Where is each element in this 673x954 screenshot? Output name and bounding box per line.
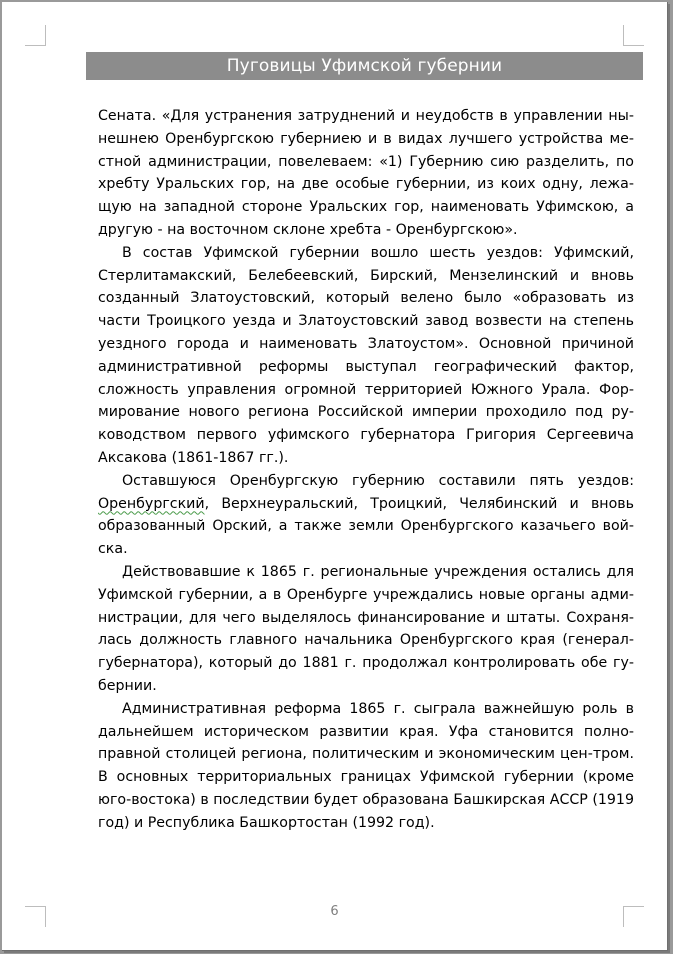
paragraph-4 bbox=[98, 561, 634, 698]
spellcheck-flagged-word[interactable]: Оренбургский bbox=[98, 495, 205, 512]
crop-mark-top-left bbox=[25, 25, 46, 46]
paragraph-text: Сената. «Для устранения затруднений и неудобств в управлении ны-нешнею Оренбургскою губерниею и в видах лучшего устройства ме-стной администрации, повелеваем: «1) Губернию сию разделить, по хребту Уральских гор, на две особые губернии, из коих одну, лежа-щую на западной стороне Уральских гор, наименовать Уфимскою, а другую - на восточном склоне хребта - Оренбургскою». bbox=[98, 108, 634, 238]
page-header-title: Пуговицы Уфимской губернии bbox=[86, 52, 643, 80]
paragraph-text: В состав Уфимской губернии вошло шесть уездов: Уфимский, Стерлитамакский, Белебеевский, Бирский, Мензелинский и вновь созданный Златоустовский, который велено было «образовать из части Троицкого уезда и Златоустовский завод возвести на степень уездного города и наименовать Златоустом». Основной причиной административной реформы выступал географический фактор, сложность управления огромной территорией Южного Урала. Фор-мирование нового региона Российской империи проходило под ру-ководством первого уфимского губернатора Григория Сергеевича Аксакова (1861-1867 гг.). bbox=[98, 244, 634, 466]
paragraph-text: , Верхнеуральский, Троицкий, Челябинский и вновь образованный Орский, а также земли Оренбургского казачьего вой-ска. bbox=[98, 495, 634, 558]
paragraph-text: Действовавшие к 1865 г. региональные учреждения остались для Уфимской губернии, а в Оренбурге учреждались новые органы адми-нистрации, для чего выделялось финансирование и штаты. Сохраня-лась должность главного начальника Оренбургского края (генерал-губернатора), который до 1881 г. продолжал контролировать обе гу-бернии. bbox=[98, 563, 634, 694]
paragraph-3 bbox=[98, 470, 634, 561]
paragraph-text: Административная реформа 1865 г. сыграла важнейшую роль в дальнейшем историческом развитии края. Уфа становится полно-правной столицей региона, политическим и экономическим цен-тром. В основных территориальных границах Уфимской губернии (кроме юго-востока) в последствии будет образована Башкирская АССР (1919 год) и Республика Башкортостан (1992 год). bbox=[98, 700, 634, 831]
body-text[interactable] bbox=[98, 105, 634, 835]
paragraph-text: Оставшуюся Оренбургскую губернию составили пять уездов: bbox=[122, 472, 634, 489]
paragraph-5 bbox=[98, 698, 634, 835]
paragraph-1 bbox=[98, 105, 634, 242]
paragraph-2 bbox=[98, 242, 634, 470]
page-number: 6 bbox=[330, 904, 339, 919]
document-page bbox=[2, 2, 668, 951]
crop-mark-top-right bbox=[623, 25, 644, 46]
